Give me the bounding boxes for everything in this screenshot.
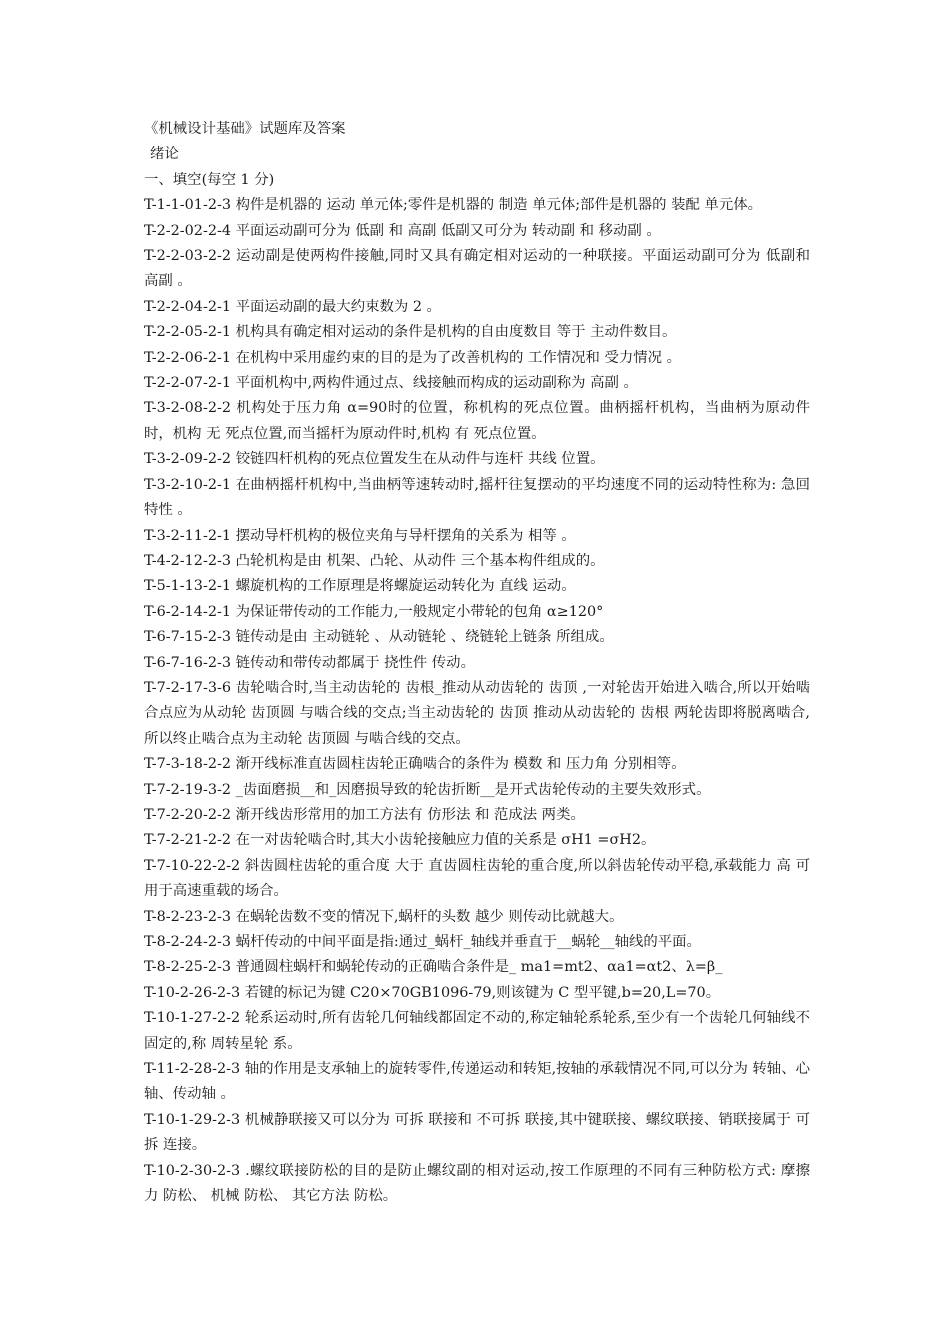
- question-item: T-10-2-26-2-3 若键的标记为键 C20×70GB1096-79,则该键为 C 型平键,b=20,L=70。: [144, 984, 721, 1001]
- question-item: T-6-7-16-2-3 链传动和带传动都属于 挠性件 传动。: [144, 654, 475, 671]
- question-item: T-10-2-30-2-3 .螺纹联接防松的目的是防止螺纹副的相对运动,按工作原理的不同有三种防松方式: 摩擦力 防松、 机械 防松、 其它方法 防松。: [144, 1162, 810, 1205]
- question-item: T-5-1-13-2-1 螺旋机构的工作原理是将螺旋运动转化为 直线 运动。: [144, 578, 576, 595]
- question-item: T-8-2-24-2-3 蜗杆传动的中间平面是指:通过_蜗杆_轴线并垂直于__蜗轮__轴线的平面。: [144, 934, 701, 950]
- question-item: T-3-2-09-2-2 铰链四杆机构的死点位置发生在从动件与连杆 共线 位置。: [144, 451, 605, 468]
- question-item: T-7-2-17-3-6 齿轮啮合时,当主动齿轮的 齿根_推动从动齿轮的 齿顶 ,一对轮齿开始进入啮合,所以开始啮合点应为从动轮 齿顶圆 与啮合线的交点;当主动齿轮的 齿顶 推动从动齿轮的 齿根 两轮齿即将脱离啮合,所以终止啮合点为主动轮 齿顶圆 与啮合线的交点。: [144, 679, 810, 747]
- question-item: T-3-2-10-2-1 在曲柄摇杆机构中,当曲柄等速转动时,摇杆往复摆动的平均速度不同的运动特性称为: 急回特性 。: [144, 476, 810, 519]
- question-item: T-11-2-28-2-3 轴的作用是支承轴上的旋转零件,传递运动和转矩,按轴的承载情况不同,可以分为 转轴、心轴、传动轴 。: [144, 1061, 810, 1103]
- question-item: T-2-2-07-2-1 平面机构中,两构件通过点、线接触而构成的运动副称为 高副 。: [144, 375, 638, 392]
- question-item: T-10-1-27-2-2 轮系运动时,所有齿轮几何轴线都固定不动的,称定轴轮系轮系,至少有一个齿轮几何轴线不固定的,称 周转星轮 系。: [144, 1010, 810, 1052]
- question-item: T-8-2-25-2-3 普通圆柱蜗杆和蜗轮传动的正确啮合条件是_ ma1=mt2、αa1=αt2、λ=β_: [144, 959, 723, 976]
- question-item: T-4-2-12-2-3 凸轮机构是由 机架、凸轮、从动件 三个基本构件组成的。: [144, 552, 605, 569]
- question-item: T-7-2-21-2-2 在一对齿轮啮合时,其大小齿轮接触应力值的关系是 σH1 =σH2。: [144, 832, 656, 849]
- document-page: [144, 117, 810, 1209]
- question-item: T-2-2-04-2-1 平面运动副的最大约束数为 2 。: [144, 298, 441, 315]
- question-item: T-2-2-02-2-4 平面运动副可分为 低副 和 高副 低副又可分为 转动副 和 移动副 。: [144, 222, 661, 239]
- question-item: T-3-2-11-2-1 摆动导杆机构的极位夹角与导杆摆角的关系为 相等 。: [144, 527, 576, 544]
- document-title: 《机械设计基础》试题库及答案: [144, 121, 346, 137]
- question-item: T-3-2-08-2-2 机构处于压力角 α=90时的位置，称机构的死点位置。曲柄摇杆机构，当曲柄为原动件时，机构 无 死点位置,而当摇杆为原动件时,机构 有 死点位置。: [144, 400, 810, 442]
- question-item: T-7-10-22-2-2 斜齿圆柱齿轮的重合度 大于 直齿圆柱齿轮的重合度,所以斜齿轮传动平稳,承载能力 高 可用于高速重载的场合。: [144, 857, 810, 900]
- question-item: T-2-2-03-2-2 运动副是使两构件接触,同时又具有确定相对运动的一种联接。平面运动副可分为 低副和 高副 。: [144, 248, 810, 290]
- question-item: T-7-2-20-2-2 渐开线齿形常用的加工方法有 仿形法 和 范成法 两类。: [144, 806, 585, 823]
- question-item: T-10-1-29-2-3 机械静联接又可以分为 可拆 联接和 不可拆 联接,其中键联接、螺纹联接、销联接属于 可拆 连接。: [144, 1111, 810, 1154]
- section-heading: 一、填空(每空 1 分): [144, 171, 275, 188]
- question-item: T-6-2-14-2-1 为保证带传动的工作能力,一般规定小带轮的包角 α≥120°: [144, 603, 604, 620]
- question-item: T-6-7-15-2-3 链传动是由 主动链轮 、从动链轮 、绕链轮上链条 所组成。: [144, 629, 614, 646]
- chapter-heading: 绪论: [150, 146, 179, 163]
- question-item: T-2-2-05-2-1 机构具有确定相对运动的条件是机构的自由度数目 等于 主动件数目。: [144, 324, 677, 341]
- question-item: T-8-2-23-2-3 在蜗轮齿数不变的情况下,蜗杆的头数 越少 则传动比就越大。: [144, 908, 624, 925]
- question-item: T-7-3-18-2-2 渐开线标准直齿圆柱齿轮正确啮合的条件为 模数 和 压力角 分别相等。: [144, 756, 686, 773]
- question-item: T-2-2-06-2-1 在机构中采用虚约束的目的是为了改善机构的 工作情况和 受力情况 。: [144, 349, 682, 366]
- question-item: T-7-2-19-3-2 _齿面磨损__和_因磨损导致的轮齿折断__是开式齿轮传动的主要失效形式。: [144, 781, 711, 798]
- question-item: T-1-1-01-2-3 构件是机器的 运动 单元体;零件是机器的 制造 单元体;部件是机器的 装配 单元体。: [144, 197, 762, 214]
